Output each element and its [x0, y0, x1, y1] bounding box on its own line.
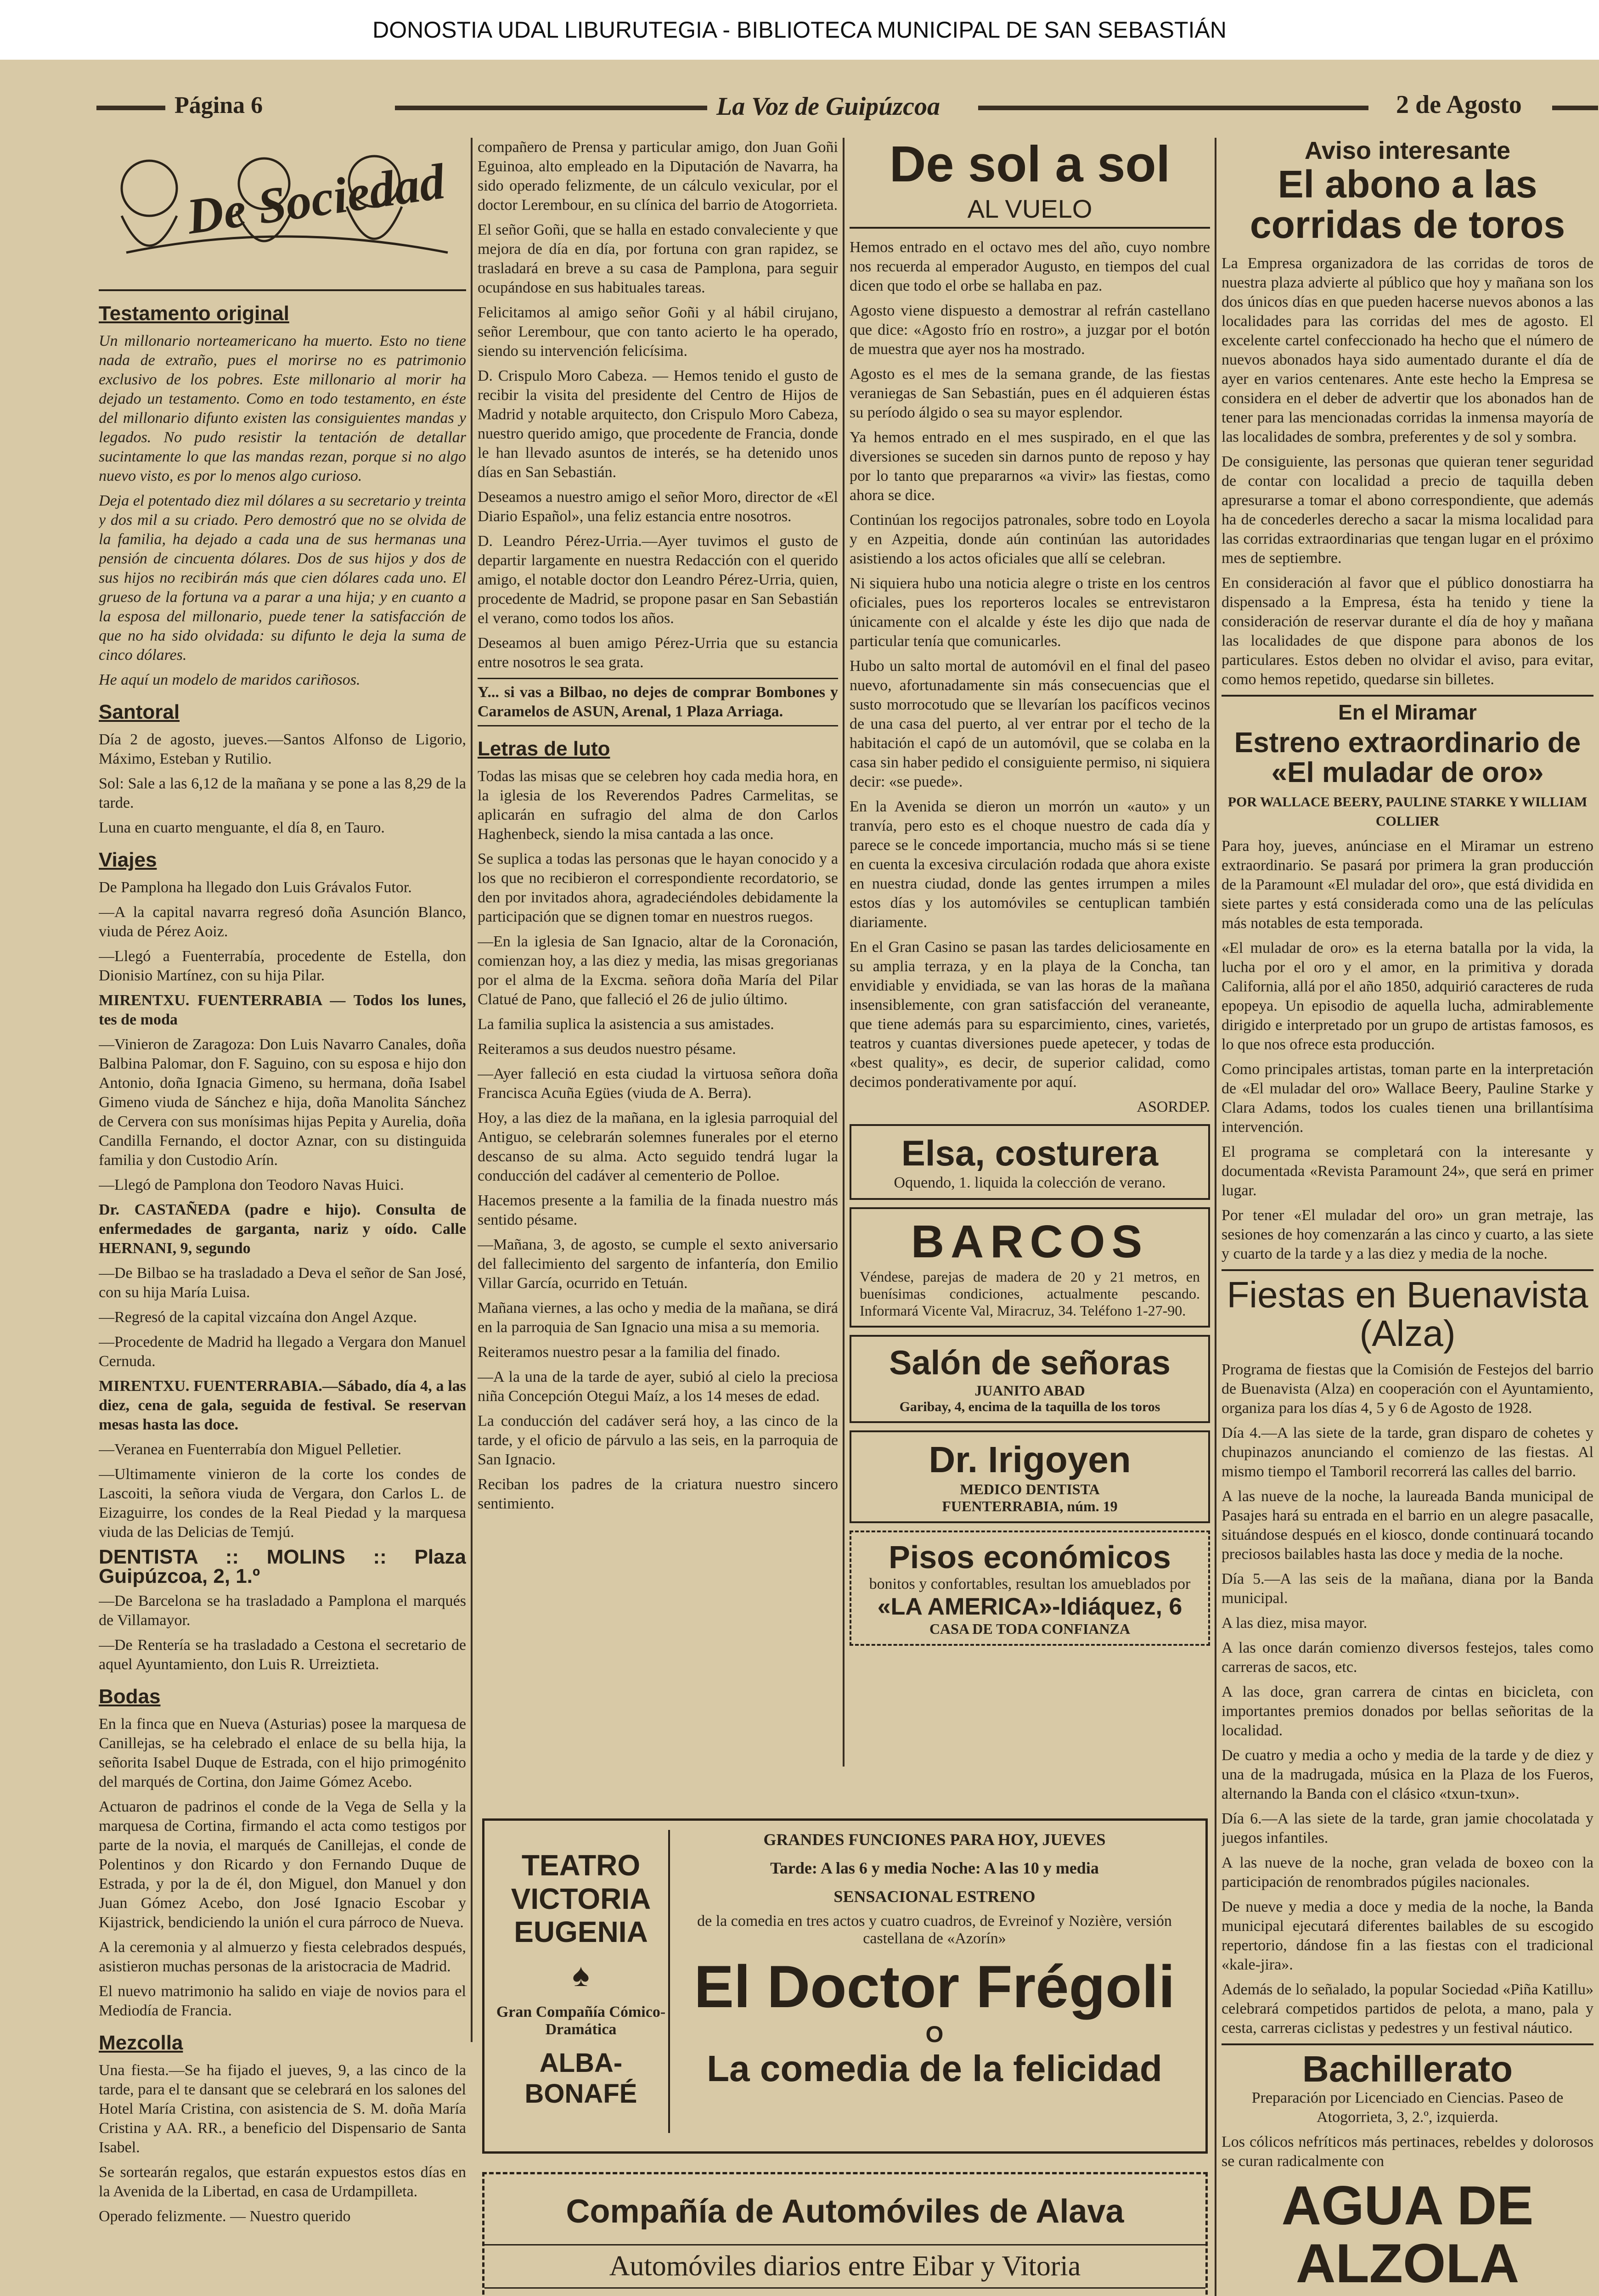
paragraph: —A la una de la tarde de ayer, subió al cielo la preciosa niña Concepción Otegui Maíz, a los 14 meses de edad.: [478, 1368, 838, 1405]
column-noticias: [478, 138, 838, 1757]
paragraph: —En la iglesia de San Ignacio, altar de la Coronación, comienzan hoy, a las diez y media, las misas gregorianas por el alma de la Excma. señora doña María del Pilar Clatué de Pano, que falleció el 26 de julio último.: [478, 933, 838, 1008]
folio-rule: [1552, 106, 1598, 110]
paragraph: Operado felizmente. — Nuestro querido: [99, 2208, 351, 2225]
paragraph: Agosto viene dispuesto a demostrar al refrán castellano que dice: «Agosto frío en rostro», a juzgar por el botón de muestra que ayer nos ha mostrado.: [850, 302, 1210, 358]
section-title: Bodas: [99, 1685, 161, 1708]
newspaper-page: [0, 60, 1599, 2296]
alava-ad: [482, 2172, 1208, 2296]
newspaper-name: La Voz de Guipúzcoa: [707, 92, 949, 121]
play-description: de la comedia en tres actos y cuatro cuadros, de Evreinof y Nozière, versión castellana de «Azorín»: [697, 1913, 1172, 1947]
paragraph: Día 5.—A las seis de la mañana, diana por la Banda municipal.: [1222, 1570, 1593, 1607]
paragraph: A las doce, gran carrera de cintas en bicicleta, con importantes premios donados por bellas señoritas de la localidad.: [1222, 1683, 1593, 1739]
schedule: Tarde: A las 6 y media Noche: A las 10 y media: [770, 1859, 1099, 1877]
ad-tagline: CASA DE TODA CONFIANZA: [929, 1621, 1131, 1638]
paragraph: De consiguiente, las personas que quieran tener seguridad de contar con localidad a precio de taquilla deben apresurarse a tomar el abono correspondiente, que además ha de concederles derecho a sacar la misma localidad para las corridas extraordinarias que tengan lugar en el próximo mes de septiembre.: [1222, 453, 1593, 567]
paragraph: Continúan los regocijos patronales, sobre todo en Loyola y en Azpeitia, donde aún continúan las autoridades asistiendo a los actos oficiales que allí se celebran.: [850, 512, 1210, 568]
paragraph: D. Crispulo Moro Cabeza. — Hemos tenido el gusto de recibir la visita del presidente del Centro de Hijos de Madrid y notable arquitecto, don Crispulo Moro Cabeza, nuestro querido amigo, que procedente de Francia, donde le han llevado asuntos de interés, se ha detenido unos días en San Sebastián.: [478, 367, 838, 481]
paragraph: Reciban los padres de la criatura nuestro sincero sentimiento.: [478, 1476, 838, 1512]
paragraph: En la finca que en Nueva (Asturias) posee la marquesa de Canillejas, se ha celebrado el enlace de su bella hija, la señorita Isabel Duque de Estrada, con el hijo primogénito del marqués de Cortina, don Jaime Gómez Acebo.: [99, 1716, 466, 1790]
paragraph: He aquí un modelo de maridos cariñosos.: [99, 671, 360, 688]
paragraph: —Llegó de Pamplona don Teodoro Navas Huici.: [99, 1176, 404, 1193]
theatre-name: TEATRO: [521, 1849, 641, 1882]
column-rule: [471, 138, 473, 2042]
paragraph: A las once darán comienzo diversos festejos, tales como carreras de sacos, etc.: [1222, 1639, 1593, 1676]
paragraph: Además de lo señalado, la popular Sociedad «Piña Katillu» celebrará competidos partidos de pelota, a mano, pala y cesta, carreras ciclistas y pedestres y un festival náutico.: [1222, 1981, 1593, 2037]
paragraph: A las nueve de la noche, la laureada Banda municipal de Pasajes hará su entrada en el barrio en un alegre pasacalle, situándose después en el kiosco, donde continuará tocando preciosos bailables hasta las doce y media de la noche.: [1222, 1487, 1593, 1563]
paragraph: Preparación por Licenciado en Ciencias. Paseo de Atogorrieta, 3, 2.º, izquierda.: [1251, 2089, 1564, 2126]
paragraph: Hemos entrado en el octavo mes del año, cuyo nombre nos recuerda al emperador Augusto, en tiempos del cual dicen que todo el orbe se hallaba en paz.: [850, 239, 1210, 295]
paragraph: Luna en cuarto menguante, el día 8, en Tauro.: [99, 819, 385, 836]
signature: ASORDEP.: [1137, 1098, 1210, 1116]
paragraph: —Llegó a Fuenterrabía, procedente de Estella, don Dionisio Martínez, con su hija Pilar.: [99, 948, 466, 984]
asun-ad: Y... si vas a Bilbao, no dejes de comprar Bombones y Caramelos de ASUN, Arenal, 1 Plaza Arriaga.: [478, 678, 838, 726]
paragraph: Sol: Sale a las 6,12 de la mañana y se pone a las 8,29 de la tarde.: [99, 775, 466, 811]
paragraph: —De Barcelona se ha trasladado a Pamplona el marqués de Villamayor.: [99, 1593, 466, 1629]
kicker: Aviso interesante: [1304, 138, 1511, 164]
paragraph: —Ultimamente vinieron de la corte los condes de Lascoiti, la señora viuda de Vergara, don Carlos L. de Eizaguirre, los condes de la Real Piedad y la marquesa viuda de las Delicias de Temjú.: [99, 1466, 466, 1541]
section-title: Santoral: [99, 701, 180, 723]
paragraph: —A la capital navarra regresó doña Asunción Blanco, viuda de Pérez Aoiz.: [99, 904, 466, 940]
barcos-ad: [850, 1207, 1210, 1328]
paragraph: Para hoy, jueves, anúnciase en el Miramar un estreno extraordinario. Se pasará por primera la gran producción de la Paramount «El muladar del oro», que está dividida en siete partes y está considerada como una de las películas más notables de esta temporada.: [1222, 837, 1593, 932]
section-title: Letras de luto: [478, 737, 610, 760]
paragraph: En el Gran Casino se pasan las tardes deliciosamente en su amplia terraza, y en la playa de la Concha, tan envidiable y envidiada, se van las horas de la mañana insensiblemente, con gran satisfacción del veraneante, que tiene además para su esparcimiento, cines, varietés, teatros y cuantas diversiones puede apetecer, y todas de «best quality», es decir, de superior calidad, como decimos ponderativamente por aquí.: [850, 939, 1210, 1091]
paragraph: De nueve y media a doce y media de la noche, la Banda municipal ejecutará diferentes bailables de su escogido repertorio, dándose fin a las fiestas con el tradicional «kale-jira».: [1222, 1898, 1593, 1973]
irigoyen-ad: [850, 1430, 1210, 1523]
ad-text: FUENTERRABIA, núm. 19: [942, 1498, 1118, 1515]
mask-icon: ♠: [572, 1958, 590, 1993]
folio-rule: [395, 106, 707, 110]
teatro-left-panel: [494, 1830, 670, 2133]
paragraph: Se suplica a todas las personas que le hayan conocido y a los que no recibieron el correspondiente recordatorio, se den por invitados ahora, agradeciéndoles debidamente la participación que se dignen tomar en nuestros ruegos.: [478, 850, 838, 925]
agua-de-alzola-ad: AGUA DE ALZOLA: [1281, 2174, 1534, 2294]
paragraph: Por tener «El muladar del oro» un gran metraje, las sesiones de hoy comenzarán a las cinco y cuarto, a las siete y cuarto de la tarde y a las diez y media de la noche.: [1222, 1206, 1593, 1262]
paragraph: El señor Goñi, que se halla en estado convaleciente y que mejora de día en día, por fortuna con gran rapidez, se trasladará en breve a su casa de Pamplona, para seguir ocupándose en sus habituales tareas.: [478, 221, 838, 296]
paragraph: Reiteramos a sus deudos nuestro pésame.: [478, 1041, 736, 1058]
column-sociedad: [99, 138, 466, 2296]
paragraph: —Veranea en Fuenterrabía don Miguel Pelletier.: [99, 1441, 401, 1458]
headline: Estreno extraordinario de «El muladar de oro»: [1234, 727, 1581, 789]
company-label: Gran Compañía Cómico-Dramática: [496, 2003, 666, 2038]
paragraph: Deseamos al buen amigo Pérez-Urria que su estancia entre nosotros le sea grata.: [478, 635, 838, 671]
subheadline: AL VUELO: [850, 196, 1210, 229]
paragraph: Ya hemos entrado en el mes suspirado, en el que las diversiones se suceden sin darnos punto de reposo y hay por lo tanto que prepararnos «a vivir» las fiestas, como ahora se dice.: [850, 429, 1210, 504]
paragraph: Los cólicos nefríticos más pertinaces, rebeldes y dolorosos se curan radicalmente con: [1222, 2133, 1593, 2170]
paragraph: Día 2 de agosto, jueves.—Santos Alfonso de Ligorio, Máximo, Esteban y Rutilio.: [99, 731, 466, 767]
costurera-ad: [850, 1124, 1210, 1200]
paragraph: Mañana viernes, a las ocho y media de la mañana, se dirá en la parroquia de San Ignacio una misa a su memoria.: [478, 1300, 838, 1336]
paragraph: Deja el potentado diez mil dólares a su secretario y treinta y dos mil a su criado. Pero demostró que no se olvida de la familia, ha dejado a cada una de sus hermanas una pensión de cincuenta dólares. Dos de sus hijos y dos de sus hijos no recibirán más que cien dólares cada uno. El grueso de la fortuna va a parar a una hija; y en cuanto a la esposa del millonario, puede tener la satisfacción de que no ha sido olvidada: su difunto le deja la suma de cinco dólares.: [99, 492, 466, 664]
paragraph: compañero de Prensa y particular amigo, don Juan Goñi Eguinoa, alto empleado en la Diputación de Navarra, ha sido operado felizmente, de un cálculo vexicular, por el doctor Lerembour, en su clínica del barrio de Atogorrieta.: [478, 139, 838, 214]
paragraph: Hubo un salto mortal de automóvil en el final del paseo nuevo, afortunadamente sin más consecuencias que el susto morrocotudo que se llevarían los pacíficos vecinos de una casa del puerto, al ver entrar por el techo de la habitación el capó de un automóvil, que se colaba en la casa sin haber pedido el consiguiente permiso, ni siquiera decir: «se puede».: [850, 658, 1210, 791]
ad-subtitle: MEDICO DENTISTA: [960, 1481, 1100, 1498]
headline: El abono a las corridas de toros: [1250, 162, 1565, 246]
paragraph: D. Leandro Pérez-Urria.—Ayer tuvimos el gusto de departir largamente en nuestra Redacción con el querido amigo, el notable doctor don Leandro Pérez-Urria, quien, procedente de Madrid, se propone pasar en San Sebastián el verano, como todos los años.: [478, 533, 838, 627]
theatre-name: VICTORIA EUGENIA: [511, 1882, 651, 1948]
paragraph: A la ceremonia y al almuerzo y fiesta celebrados después, asistieron muchas personas de la aristocracia de Madrid.: [99, 1939, 466, 1975]
ad-title: BARCOS: [911, 1216, 1149, 1268]
paragraph: Hacemos presente a la familia de la finada nuestro más sentido pésame.: [478, 1192, 838, 1228]
paragraph: Reiteramos nuestro pesar a la familia del finado.: [478, 1344, 780, 1361]
paragraph: La familia suplica la asistencia a sus amistades.: [478, 1016, 774, 1033]
section-title: Testamento original: [99, 302, 289, 325]
paragraph: Día 6.—A las siete de la tarde, gran jamie chocolatada y juegos infantiles.: [1222, 1810, 1593, 1846]
section-kicker: En el Miramar: [1222, 695, 1593, 723]
paragraph: La conducción del cadáver será hoy, a las cinco de la tarde, y el oficio de párvulo a las seis, en la parroquia de San Ignacio.: [478, 1412, 838, 1468]
company-name: ALBA-BONAFÉ: [524, 2048, 637, 2109]
ad-title: Pisos económicos: [889, 1539, 1171, 1576]
route: Automóviles diarios entre Eibar y Vitoria: [484, 2244, 1205, 2289]
paragraph: Programa de fiestas que la Comisión de Festejos del barrio de Buenavista (Alza) en cooperación con el Ayuntamiento, organiza para los días 4, 5 y 6 de Agosto de 1928.: [1222, 1361, 1593, 1417]
paragraph: Un millonario norteamericano ha muerto. Esto no tiene nada de extraño, pues el morirse no es patrimonio exclusivo de los pobres. Este millonario al morir ha dejado un testamento. Como en todo testamento, en éste del millonario difunto existen las consiguientes mandas y legados. No pudo resistir la tentación de detallar sucintamente lo que las mandas rezan, porque si no algo nuevo visto, es por lo menos algo curioso.: [99, 332, 466, 484]
paragraph: Como principales artistas, toman parte en la interpretación de «El muladar del oro» Wallace Beery, Pauline Starke y Clara Adams, todos los cuales tienen una brillantísima intervención.: [1222, 1060, 1593, 1136]
column-rule: [843, 138, 845, 1767]
paragraph: A las diez, misa mayor.: [1222, 1614, 1368, 1632]
salon-ad: [850, 1335, 1210, 1423]
headline: Fiestas en Buenavista (Alza): [1222, 1269, 1593, 1353]
column-rule: [1215, 138, 1216, 2296]
issue-date: 2 de Agosto: [1387, 90, 1531, 119]
sociedad-header: [99, 138, 466, 291]
page-number: Página 6: [165, 92, 272, 119]
byline: POR WALLACE BEERY, PAULINE STARKE Y WILLIAM COLLIER: [1227, 794, 1588, 829]
play-title: El Doctor Frégoli: [694, 1953, 1175, 2020]
ad-title: Dr. Irigoyen: [929, 1439, 1131, 1480]
teatro-right-panel: [677, 1830, 1192, 2090]
paragraph: Hoy, a las diez de la mañana, en la iglesia parroquial del Antiguo, se celebrarán solemnes funerales por el eterno descanso de su alma. Acto seguido tendrá lugar la conducción del cadáver al cementerio de Polloe.: [478, 1109, 838, 1184]
ad-brand: «LA AMERICA»-Idiáquez, 6: [877, 1593, 1182, 1621]
paragraph: De cuatro y media a ocho y media de la tarde y de diez y una de la madrugada, música en la Plaza de los Fueros, alternando la Banda con el clásico «txun-txun».: [1222, 1746, 1593, 1802]
premiere-label: SENSACIONAL ESTRENO: [833, 1887, 1036, 1906]
paragraph: —Vinieron de Zaragoza: Don Luis Navarro Canales, doña Balbina Palomar, don F. Saguino, con su esposa e hijo don Antonio, doña Ignacia Gimeno, su hermana, doña Isabel Gimeno viuda de Sánchez e hija, doña Manolita Sánchez de Cervera con sus monísimas hijas Pepita y Aurelia, doña Candilla Fernando, el doctor Aznar, con su distinguida familia y don Custodio Arín.: [99, 1036, 466, 1169]
folio-rule: [978, 106, 1368, 110]
paragraph: De Pamplona ha llegado don Luis Grávalos Futor.: [99, 879, 412, 896]
paragraph: —Ayer falleció en esta ciudad la virtuosa señora doña Francisca Acuña Egües (viuda de A. Berra).: [478, 1065, 838, 1102]
paragraph: A las nueve de la noche, gran velada de boxeo con la participación de renombrados púgiles nacionales.: [1222, 1854, 1593, 1891]
paragraph: «El muladar de oro» es la eterna batalla por la vida, la lucha por el oro y el amor, en la primitiva y dorada California, allá por el año 1850, adquirió caracteres de ruda epopeya. Un episodio de aquella lucha, admirablemente dirigido e interpretado por un grupo de artistas famosos, es lo que nos ofrece esta producción.: [1222, 939, 1593, 1053]
paragraph: En la Avenida se dieron un morrón un «auto» y un tranvía, pero esto es el choque nuestro de cada día y parece se le concede importancia, mucho más si se tiene en cuenta la excesiva circulación rodada que ahora existe en nuestra ciudad, donde las gentes irrumpen a miles estos días y los automóviles se centuplican también diariamente.: [850, 798, 1210, 931]
ad-notice: Dr. CASTAÑEDA (padre e hijo). Consulta de enfermedades de garganta, nariz y oído. Calle HERNANI, 9, segundo: [99, 1201, 466, 1257]
headline: De sol a sol: [889, 138, 1171, 192]
sociedad-logo: De Sociedad: [183, 153, 448, 245]
paragraph: —De Bilbao se ha trasladado a Deva el señor de San José, con su hija María Luisa.: [99, 1265, 466, 1301]
ad-title: Salón de señoras: [889, 1344, 1171, 1382]
ad-subtitle: JUANITO ABAD: [974, 1382, 1085, 1399]
ad-text: bonitos y confortables, resultan los amueblados por: [869, 1576, 1191, 1593]
functions-label: GRANDES FUNCIONES PARA HOY, JUEVES: [763, 1830, 1106, 1849]
paragraph: —Procedente de Madrid ha llegado a Vergara don Manuel Cernuda.: [99, 1334, 466, 1370]
section-title: Mezcolla: [99, 2032, 183, 2054]
paragraph: Todas las misas que se celebren hoy cada media hora, en la iglesia de los Reverendos Padres Carmelitas, se aplicarán en sufragio del alma de don Carlos Haghenbeck, siendo la misa cantada a las once.: [478, 768, 838, 843]
paragraph: Agosto es el mes de la semana grande, de las fiestas veraniegas de San Sebastián, pues en él adquieren éstas su período álgido o sea su mayor esplendor.: [850, 366, 1210, 422]
paragraph: El nuevo matrimonio ha salido en viaje de novios para el Mediodía de Francia.: [99, 1983, 466, 2019]
ad-text: Oquendo, 1. liquida la colección de verano.: [894, 1174, 1166, 1192]
paragraph: Ni siquiera hubo una noticia alegre o triste en los centros oficiales, pues los reporteros locales se entrevistaron únicamente con el alcalde y éste les dijo que nada de particular tenía que comunicarles.: [850, 575, 1210, 650]
play-or: O: [925, 2021, 944, 2047]
ad-notice: MIRENTXU. FUENTERRABIA — Todos los lunes, tes de moda: [99, 992, 466, 1028]
paragraph: En consideración al favor que el público donostiarra ha dispensado a la Empresa, ésta ha tenido y tiene la consideración de reservar durante el día de hoy y mañana las localidades de que dispone para abonos de los particulares. Estos deben no olvidar el aviso, para evitar, como hemos repetido, quedarse sin billetes.: [1222, 574, 1593, 688]
teatro-ad: [482, 1818, 1208, 2154]
paragraph: Se sortearán regalos, que estarán expuestos estos días en la Avenida de la Libertad, en casa de Urdampilleta.: [99, 2164, 466, 2200]
paragraph: —Regresó de la capital vizcaína don Angel Azque.: [99, 1309, 417, 1326]
ad-title: Elsa, costurera: [901, 1133, 1159, 1174]
column-toros: [1222, 138, 1593, 2296]
ad-text: Garibay, 4, encima de la taquilla de los toros: [899, 1399, 1160, 1415]
paragraph: Una fiesta.—Se ha fijado el jueves, 9, a las cinco de la tarde, para el te dansant que se celebrará en los salones del Hotel María Cristina, con asistencia de S. M. doña María Cristina y AA. RR., a beneficio del Dispensario de Santa Isabel.: [99, 2062, 466, 2156]
paragraph: El programa se completará con la interesante y documentada «Revista Paramount 24», que será en primer lugar.: [1222, 1143, 1593, 1199]
section-title: Viajes: [99, 849, 157, 871]
ad-notice: MIRENTXU. FUENTERRABIA.—Sábado, día 4, a las diez, cena de gala, seguida de festival. Se reservan mesas hasta las doce.: [99, 1378, 466, 1433]
dentista-ad: DENTISTA :: MOLINS :: Plaza Guipúzcoa, 2, 1.º: [99, 1546, 466, 1587]
column-de-sol-a-sol: [850, 138, 1210, 1757]
company-title: Compañía de Automóviles de Alava: [566, 2193, 1124, 2230]
library-banner: DONOSTIA UDAL LIBURUTEGIA - BIBLIOTECA MUNICIPAL DE SAN SEBASTIÁN: [0, 0, 1599, 60]
paragraph: Felicitamos al amigo señor Goñi y al hábil cirujano, señor Lerembour, que con tanto acierto le ha operado, siendo su intervención felicísima.: [478, 304, 838, 360]
paragraph: Día 4.—A las siete de la tarde, gran disparo de cohetes y chupinazos anunciando el comienzo de las fiestas. Al mismo tiempo el Tamboril recorrerá las calles del barrio.: [1222, 1424, 1593, 1480]
pisos-ad: [850, 1531, 1210, 1646]
paragraph: Actuaron de padrinos el conde de la Vega de Sella y la marquesa de Cortina, firmando el acta como testigos por parte de la novia, el marqués de Canillejas, el conde de Polentinos y don Ricardo y don Fernando Duque de Estrada, y por la de él, don Miguel, don Manuel y don Juan Gómez Acebo, don José Ignacio Escobar y Kijastrick, bendiciendo la unión el cura párroco de Nueva.: [99, 1798, 466, 1931]
paragraph: —Mañana, 3, de agosto, se cumple el sexto aniversario del fallecimiento del sargento de infantería, don Emilio Villar García, ocurrido en Tetuán.: [478, 1236, 838, 1292]
paragraph: —De Rentería se ha trasladado a Cestona el secretario de aquel Ayuntamiento, don Luis R. Urreiztieta.: [99, 1637, 466, 1673]
ad-text: Véndese, parejas de madera de 20 y 21 metros, en buenísimas condiciones, actualmente pescando. Informará Vicente Val, Miracruz, 34. Teléfono 1-27-90.: [860, 1268, 1200, 1319]
headline: Bachillerato: [1222, 2043, 1593, 2088]
play-subtitle: La comedia de la felicidad: [707, 2048, 1162, 2089]
paragraph: La Empresa organizadora de las corridas de toros de nuestra plaza advierte al público que hoy y mañana son los dos únicos días en que pueden hacerse nuevos abonos a las localidades para las corridas del mes de agosto. El excelente cartel confeccionado ha hecho que el número de nuevos abonados haya sido aumentado durante el día de ayer en varios centenares. Ante este hecho la Empresa se considera en el deber de advertir que los abonados han de tener para las mencionadas corridas la inmensa mayoría de las localidades de sombra, preferentes y de sol y sombra.: [1222, 255, 1593, 446]
paragraph: Deseamos a nuestro amigo el señor Moro, director de «El Diario Español», una feliz estancia entre nosotros.: [478, 489, 838, 525]
